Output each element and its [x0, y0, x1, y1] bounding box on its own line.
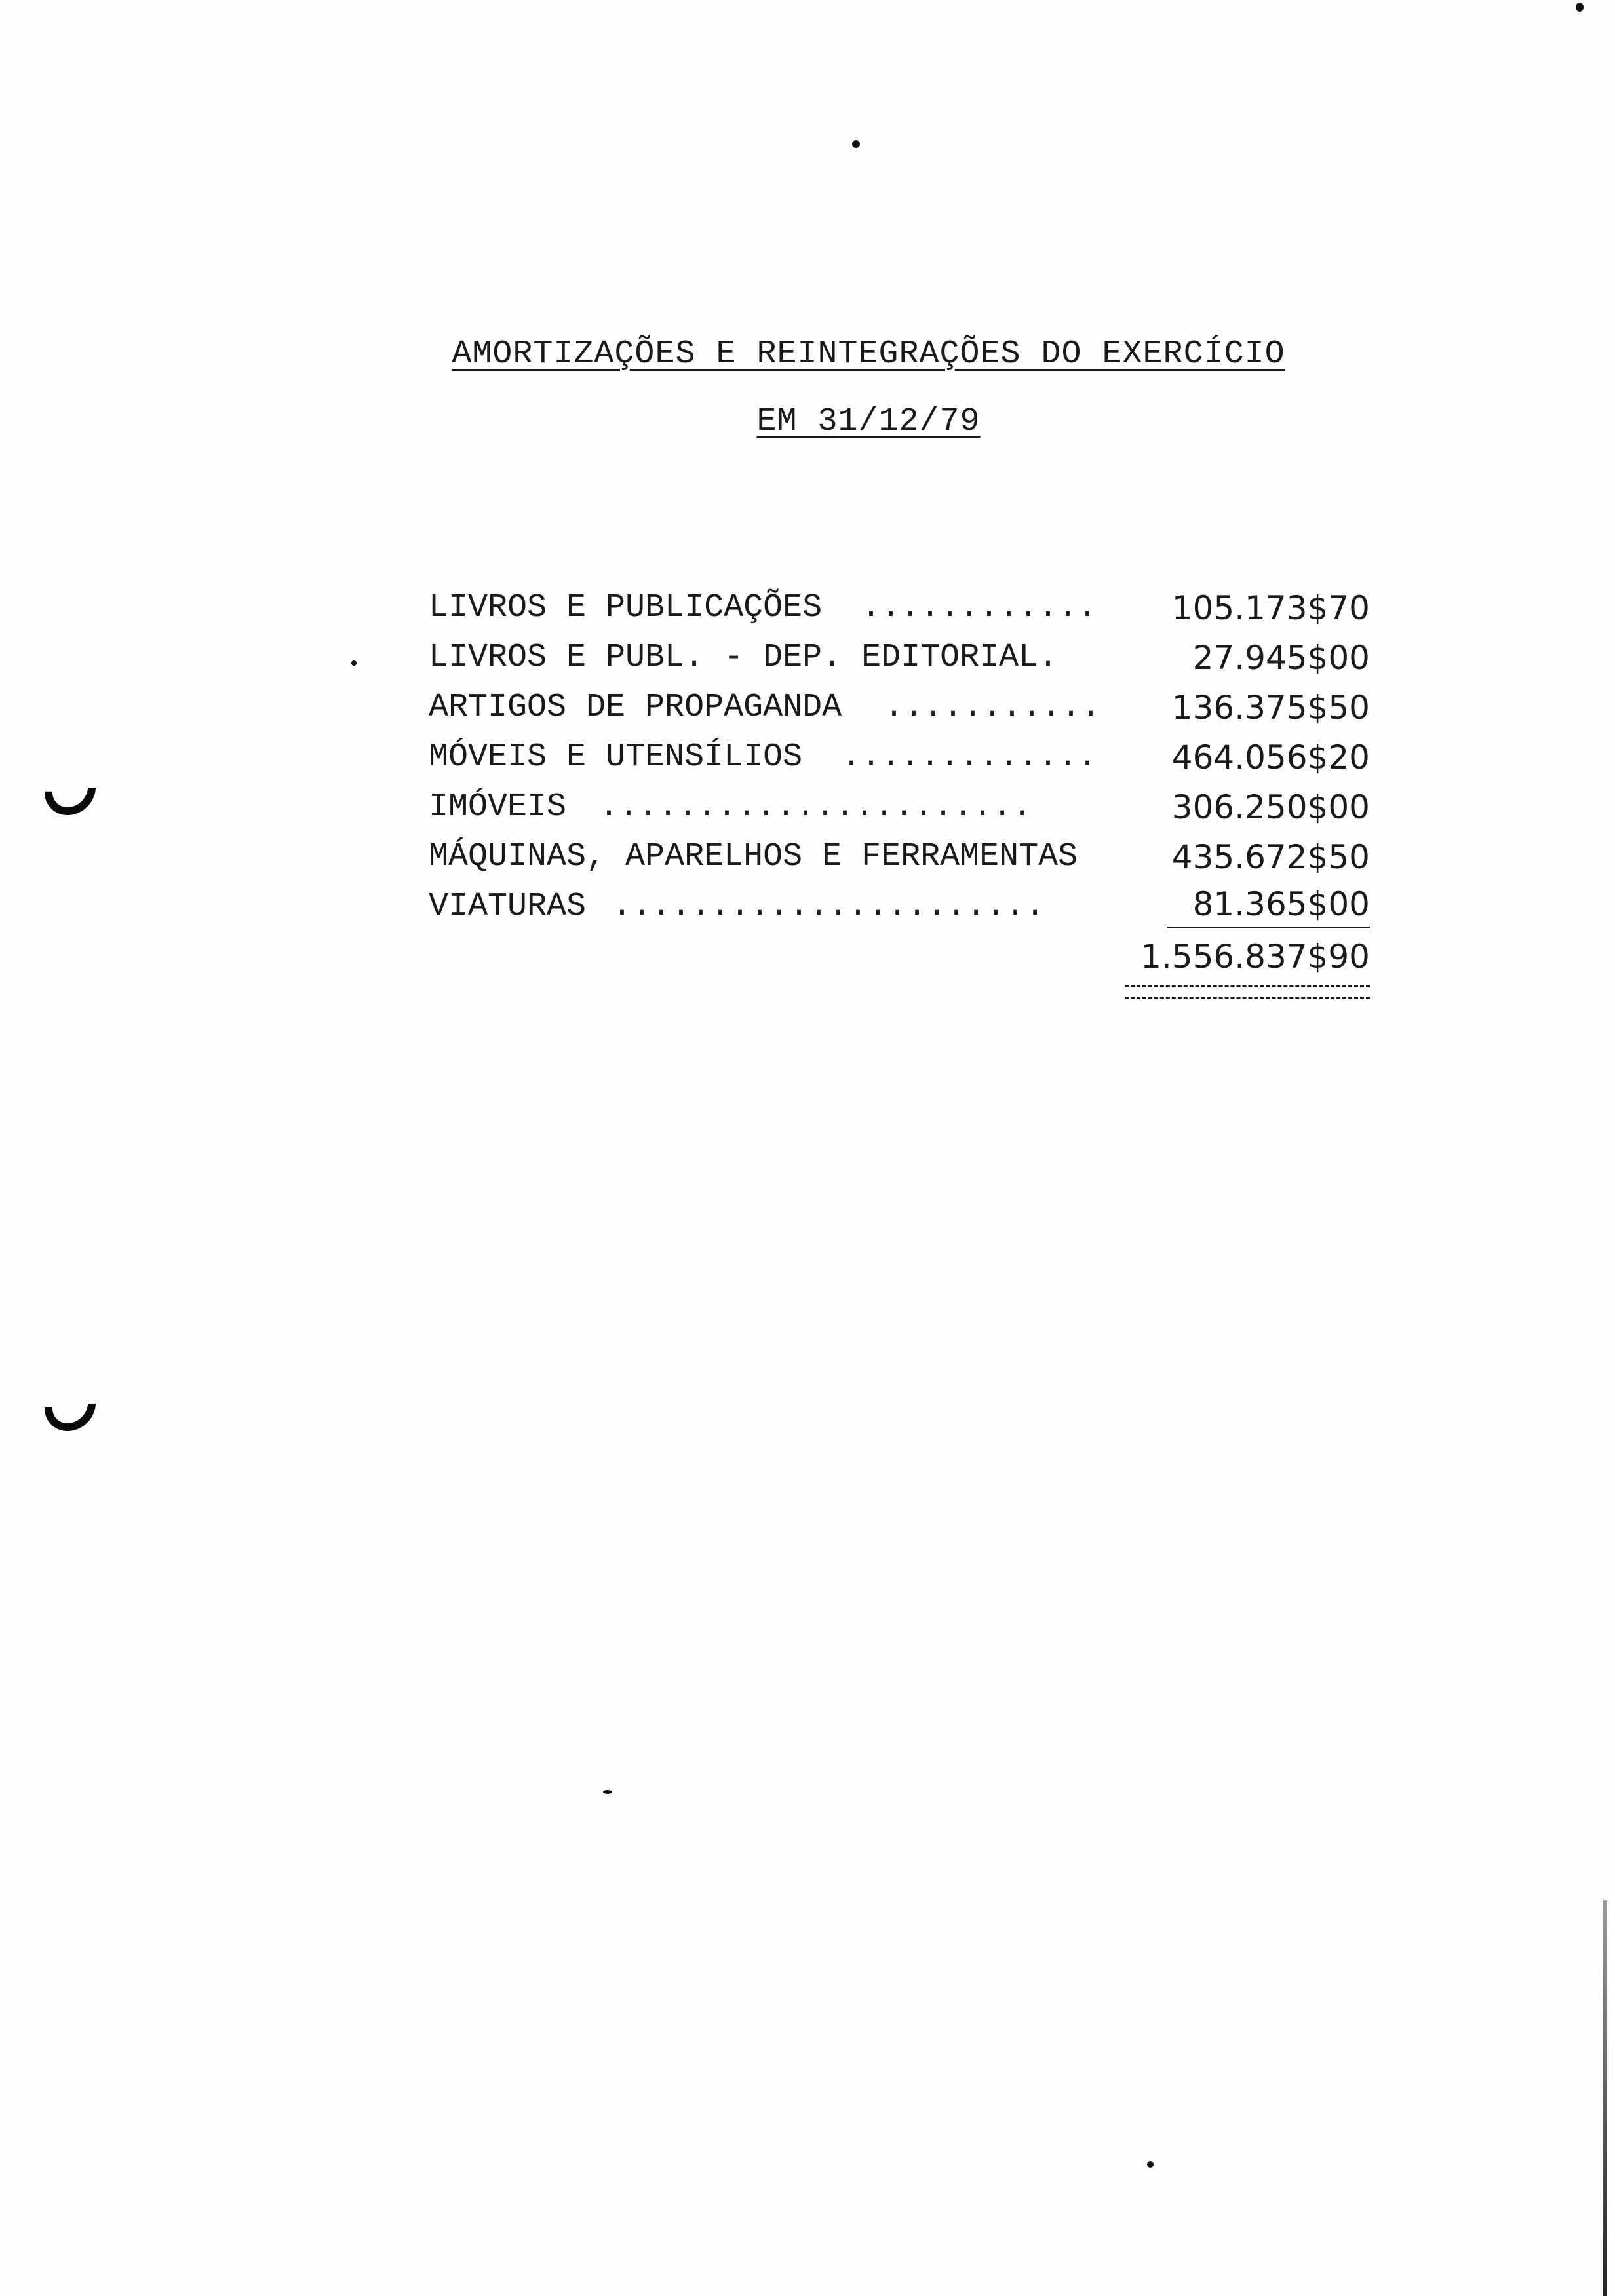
row-leader: .	[1038, 639, 1059, 676]
row-leader: .............	[842, 738, 1098, 776]
row-value: 27.945$00	[1192, 639, 1370, 677]
ink-speck	[351, 660, 357, 666]
row-label: IMÓVEIS	[429, 788, 567, 826]
ink-speck	[1147, 2161, 1154, 2168]
punch-hole-mark	[34, 1369, 106, 1442]
table-row	[429, 633, 1370, 683]
row-leader: ............	[861, 589, 1098, 626]
row-leader: ...........	[884, 689, 1101, 726]
table-row	[429, 782, 1370, 832]
row-label: VIATURAS	[429, 888, 587, 925]
document-title: AMORTIZAÇÕES E REINTEGRAÇÕES DO EXERCÍCIO	[452, 335, 1285, 373]
row-label: MÓVEIS E UTENSÍLIOS	[429, 738, 803, 776]
page-edge-shadow	[1603, 1900, 1607, 2296]
row-leader: ......................	[599, 788, 1032, 826]
ink-speck	[1576, 3, 1584, 12]
total-value: 1.556.837$90	[1140, 938, 1370, 976]
table-row	[429, 882, 1370, 932]
row-value: 105.173$70	[1171, 589, 1370, 627]
row-value: 136.375$50	[1171, 689, 1370, 727]
punch-hole-mark	[34, 754, 106, 826]
ink-speck	[852, 140, 860, 148]
amortization-table	[429, 583, 1370, 976]
row-label: ARTIGOS DE PROPAGANDA	[429, 689, 842, 726]
table-row	[429, 733, 1370, 782]
row-value: 306.250$00	[1171, 788, 1370, 826]
row-value: 435.672$50	[1171, 838, 1370, 876]
row-leader: ......................	[612, 888, 1045, 925]
row-value: 81.365$00	[1167, 882, 1370, 928]
row-label: LIVROS E PUBL. - DEP. EDITORIAL	[429, 639, 1039, 676]
row-label: LIVROS E PUBLICAÇÕES	[429, 589, 823, 626]
row-value: 464.056$20	[1171, 738, 1370, 776]
document-date: EM 31/12/79	[756, 403, 981, 440]
table-row	[429, 832, 1370, 882]
double-underline	[1125, 985, 1370, 999]
table-row	[429, 583, 1370, 633]
row-label: MÁQUINAS, APARELHOS E FERRAMENTAS	[429, 838, 1078, 875]
table-row	[429, 683, 1370, 733]
ink-speck	[603, 1790, 612, 1794]
